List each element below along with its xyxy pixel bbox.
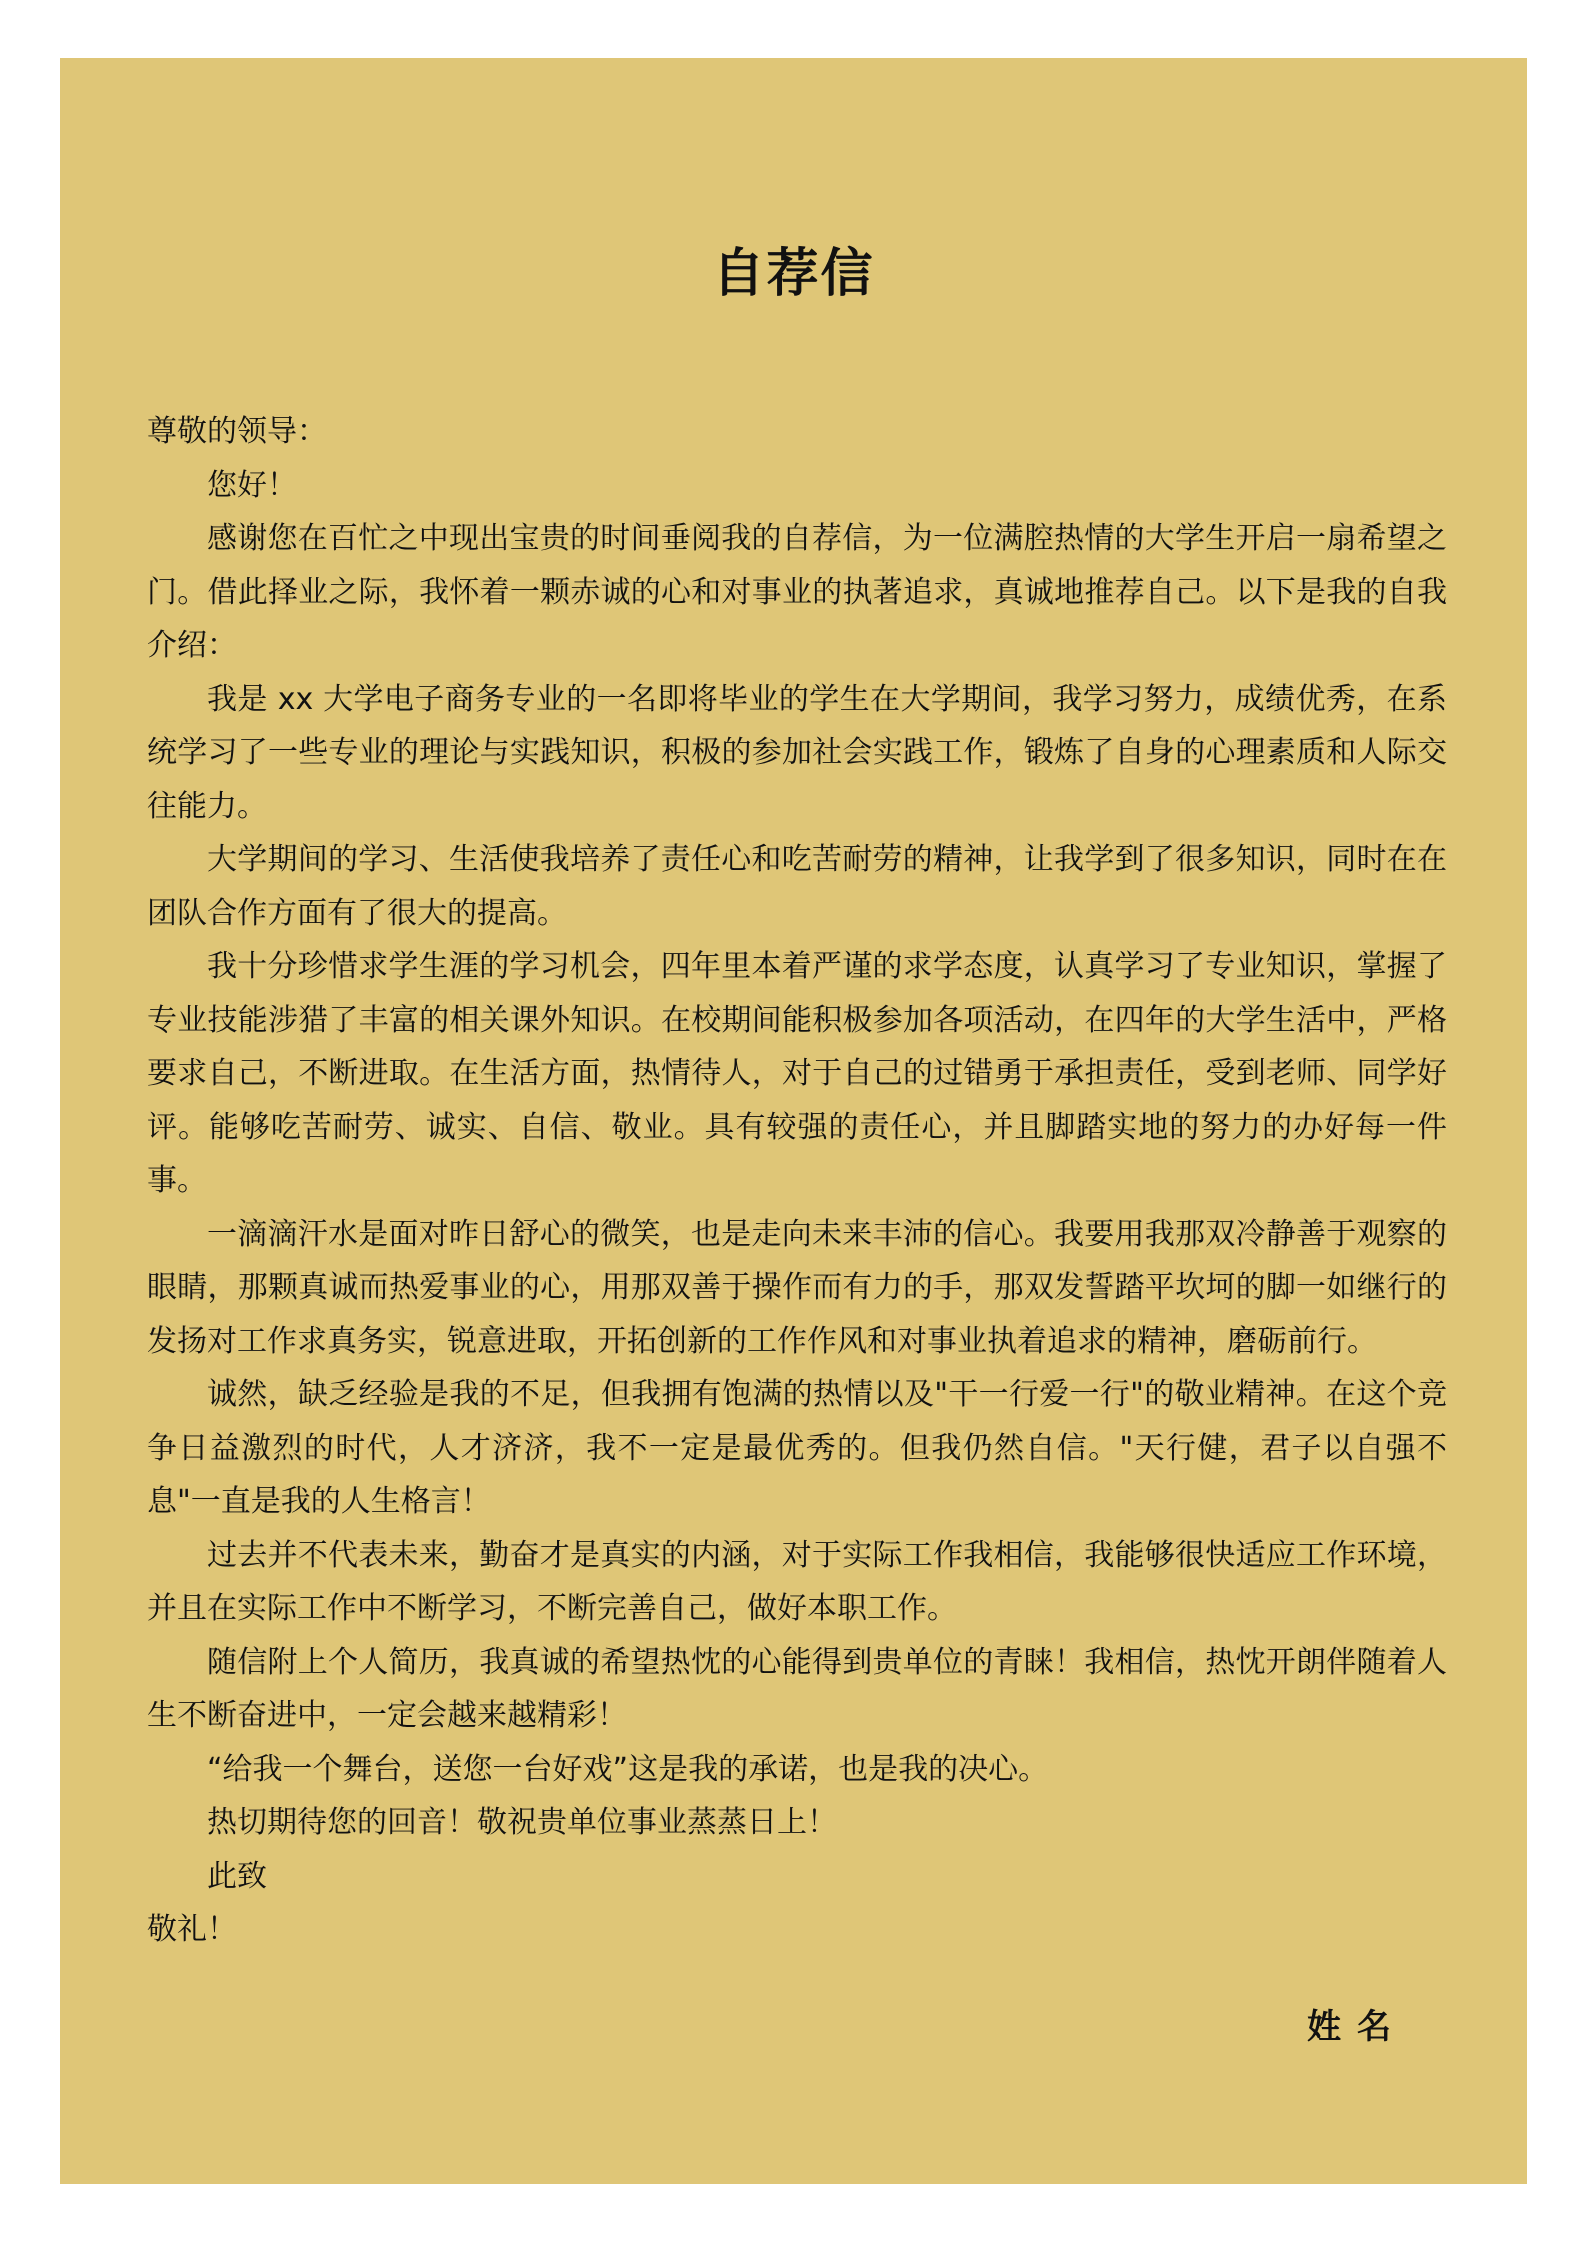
body-paragraph: 我十分珍惜求学生涯的学习机会，四年里本着严谨的求学态度，认真学习了专业知识，掌握了专业技能涉猎了丰富的相关课外知识。在校期间能积极参加各项活动，在四年的大学生活中，严格要求自己，不断进取。在生活方面，热情待人，对于自己的过错勇于承担责任，受到老师、同学好评。能够吃苦耐劳、诚实、自信、敬业。具有较强的责任心，并且脚踏实地的努力的办好每一件事。 — [147, 949, 1447, 1198]
body-paragraph: 大学期间的学习、生活使我培养了责任心和吃苦耐劳的精神，让我学到了很多知识，同时在在团队合作方面有了很大的提高。 — [147, 842, 1447, 931]
body-paragraph: “给我一个舞台，送您一台好戏”这是我的承诺，也是我的决心。 — [207, 1751, 1049, 1787]
body-paragraph: 感谢您在百忙之中现出宝贵的时间垂阅我的自荐信，为一位满腔热情的大学生开启一扇希望之门。借此择业之际，我怀着一颗赤诚的心和对事业的执著追求，真诚地推荐自己。以下是我的自我介绍： — [147, 521, 1447, 663]
body-paragraph: 热切期待您的回音！敬祝贵单位事业蒸蒸日上！ — [207, 1805, 837, 1840]
body-paragraph: 我是 xx 大学电子商务专业的一名即将毕业的学生在大学期间，我学习努力，成绩优秀，在系统学习了一些专业的理论与实践知识，积极的参加社会实践工作，锻炼了自身的心理素质和人际交往能力。 — [147, 681, 1447, 824]
signature-name: 姓名 — [1307, 2007, 1407, 2047]
body-paragraph: 过去并不代表未来，勤奋才是真实的内涵，对于实际工作我相信，我能够很快适应工作环境，并且在实际工作中不断学习，不断完善自己，做好本职工作。 — [147, 1537, 1447, 1626]
body-paragraph: 一滴滴汗水是面对昨日舒心的微笑，也是走向未来丰沛的信心。我要用我那双冷静善于观察的眼睛，那颗真诚而热爱事业的心，用那双善于操作而有力的手，那双发誓踏平坎坷的脚一如继行的发扬对工作求真务实，锐意进取，开拓创新的工作作风和对事业执着追求的精神，磨砺前行。 — [147, 1216, 1447, 1359]
letter-title: 自荐信 — [712, 244, 875, 304]
letter-body — [147, 405, 1447, 1957]
letter-page — [60, 58, 1527, 2184]
closing: 此致 — [207, 1858, 267, 1894]
greeting: 您好！ — [207, 467, 297, 503]
body-paragraph: 随信附上个人简历，我真诚的希望热忱的心能得到贵单位的青睐！我相信，热忱开朗伴随着人生不断奋进中，一定会越来越精彩！ — [147, 1644, 1447, 1733]
body-paragraph: 诚然，缺乏经验是我的不足，但我拥有饱满的热情以及"干一行爱一行"的敬业精神。在这个竞争日益激烈的时代，人才济济，我不一定是最优秀的。但我仍然自信。"天行健，君子以自强不息"一直是我的人生格言！ — [147, 1377, 1447, 1519]
regards: 敬礼！ — [147, 1912, 237, 1947]
salutation: 尊敬的领导： — [147, 414, 327, 449]
